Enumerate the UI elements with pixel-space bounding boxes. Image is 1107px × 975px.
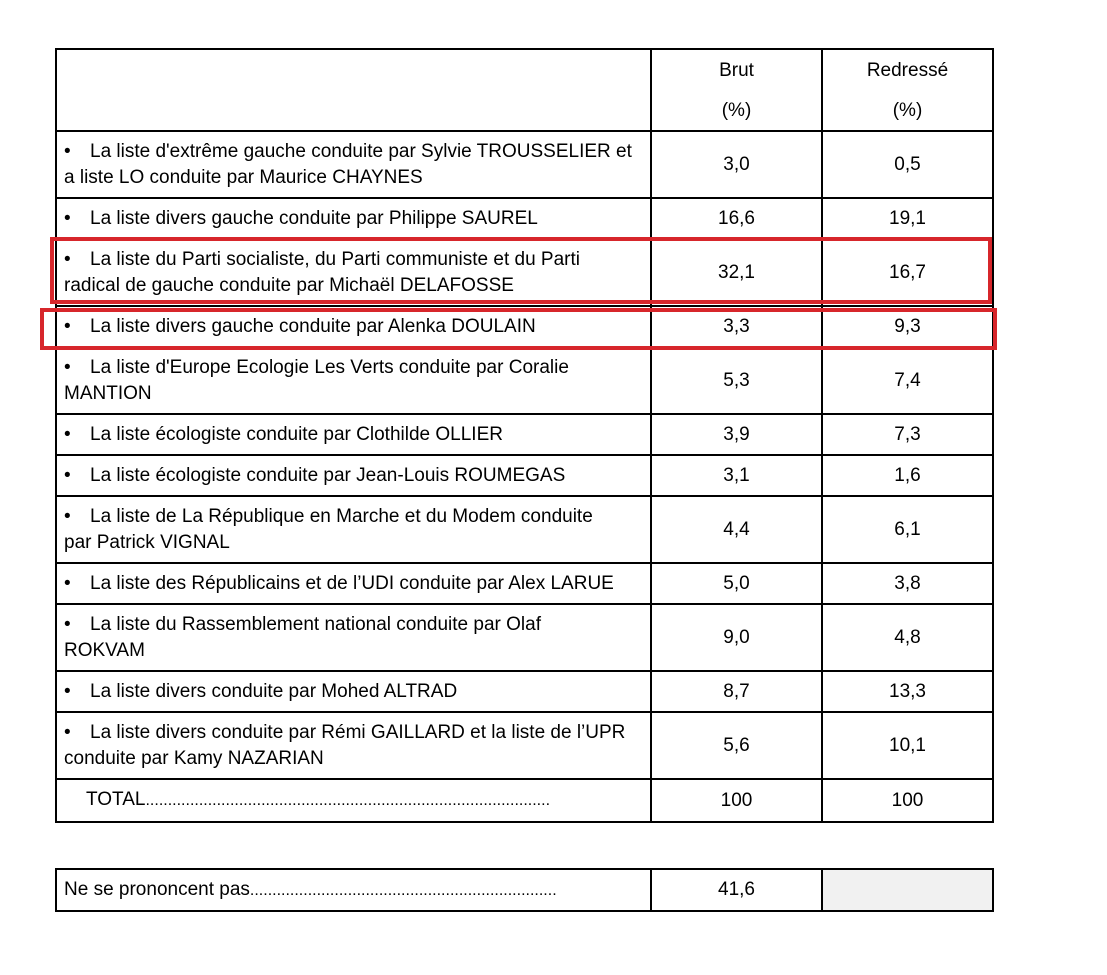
row-brut-value: 4,4 bbox=[651, 496, 822, 563]
row-redresse-value: 6,1 bbox=[822, 496, 993, 563]
row-label bbox=[56, 712, 651, 779]
row-redresse-value: 16,7 bbox=[822, 239, 993, 306]
row-brut-value: 32,1 bbox=[651, 239, 822, 306]
total-label-cell bbox=[56, 779, 651, 822]
row-label bbox=[56, 604, 651, 671]
header-redresse-unit: (%) bbox=[892, 100, 923, 121]
row-label bbox=[56, 496, 651, 563]
row-label bbox=[56, 131, 651, 198]
row-brut-value: 5,3 bbox=[651, 347, 822, 414]
row-label bbox=[56, 671, 651, 712]
row-redresse-value: 10,1 bbox=[822, 712, 993, 779]
total-redresse-value: 100 bbox=[822, 779, 993, 822]
row-label-line1: La liste divers gauche conduite par Philippe SAUREL bbox=[90, 207, 538, 229]
row-redresse-value: 9,3 bbox=[822, 306, 993, 347]
row-label-line2: conduite par Kamy NAZARIAN bbox=[64, 747, 324, 769]
row-brut-value: 3,3 bbox=[651, 306, 822, 347]
header-redresse-label: Redressé bbox=[866, 60, 949, 81]
no-opinion-redresse-value bbox=[822, 869, 993, 911]
row-brut-value: 5,6 bbox=[651, 712, 822, 779]
no-opinion-leader-dots: ..................................................................... bbox=[249, 881, 557, 899]
table-row bbox=[56, 347, 993, 414]
row-label-line1: La liste d'Europe Ecologie Les Verts conduite par Coralie bbox=[90, 356, 569, 378]
table-row bbox=[56, 131, 993, 198]
row-label-line2: MANTION bbox=[64, 382, 152, 404]
row-label-line2: par Patrick VIGNAL bbox=[64, 531, 230, 553]
table-row bbox=[56, 198, 993, 239]
total-leader-dots: ........................................................................................... bbox=[145, 792, 551, 809]
header-brut-label: Brut bbox=[719, 60, 754, 81]
row-label-line1: La liste du Rassemblement national conduite par Olaf bbox=[90, 613, 541, 635]
table-row bbox=[56, 563, 993, 604]
row-label-line2: ROKVAM bbox=[64, 639, 145, 661]
row-label-line1: La liste écologiste conduite par Jean-Louis ROUMEGAS bbox=[90, 464, 566, 486]
row-label-line1: La liste divers gauche conduite par Alenka DOULAIN bbox=[90, 315, 536, 337]
row-redresse-value: 7,4 bbox=[822, 347, 993, 414]
total-brut-value: 100 bbox=[651, 779, 822, 822]
table-row bbox=[56, 414, 993, 455]
row-label-line2: radical de gauche conduite par Michaël DELAFOSSE bbox=[64, 274, 514, 296]
table-row bbox=[56, 239, 993, 306]
total-row bbox=[56, 779, 993, 822]
table-row bbox=[56, 306, 993, 347]
header-brut bbox=[651, 49, 822, 131]
no-opinion-table bbox=[55, 868, 994, 912]
bullet-icon: • bbox=[64, 207, 71, 229]
row-brut-value: 3,9 bbox=[651, 414, 822, 455]
row-redresse-value: 1,6 bbox=[822, 455, 993, 496]
row-brut-value: 16,6 bbox=[651, 198, 822, 239]
row-brut-value: 3,1 bbox=[651, 455, 822, 496]
bullet-icon: • bbox=[64, 248, 71, 270]
row-label bbox=[56, 563, 651, 604]
row-label bbox=[56, 347, 651, 414]
row-label-line2: a liste LO conduite par Maurice CHAYNES bbox=[64, 166, 423, 188]
row-label bbox=[56, 306, 651, 347]
table-row bbox=[56, 496, 993, 563]
row-redresse-value: 7,3 bbox=[822, 414, 993, 455]
row-brut-value: 3,0 bbox=[651, 131, 822, 198]
table-row bbox=[56, 455, 993, 496]
row-label-line1: La liste divers conduite par Mohed ALTRAD bbox=[90, 680, 458, 702]
row-brut-value: 9,0 bbox=[651, 604, 822, 671]
no-opinion-label: Ne se prononcent pas bbox=[64, 878, 250, 900]
total-label: TOTAL bbox=[86, 789, 146, 810]
bullet-icon: • bbox=[64, 721, 71, 743]
header-redresse bbox=[822, 49, 993, 131]
row-brut-value: 8,7 bbox=[651, 671, 822, 712]
row-label-line1: La liste du Parti socialiste, du Parti communiste et du Parti bbox=[90, 248, 581, 270]
bullet-icon: • bbox=[64, 505, 71, 527]
row-label-line1: La liste divers conduite par Rémi GAILLARD et la liste de l’UPR bbox=[90, 721, 626, 743]
table-header-row bbox=[56, 49, 993, 131]
no-opinion-brut-value: 41,6 bbox=[651, 869, 822, 911]
row-brut-value: 5,0 bbox=[651, 563, 822, 604]
bullet-icon: • bbox=[64, 613, 71, 635]
bullet-icon: • bbox=[64, 356, 71, 378]
row-label-line1: La liste des Républicains et de l’UDI conduite par Alex LARUE bbox=[90, 572, 614, 594]
header-empty-cell bbox=[56, 49, 651, 131]
bullet-icon: • bbox=[64, 423, 71, 445]
row-label bbox=[56, 455, 651, 496]
no-opinion-row bbox=[56, 869, 993, 911]
row-redresse-value: 3,8 bbox=[822, 563, 993, 604]
row-redresse-value: 13,3 bbox=[822, 671, 993, 712]
bullet-icon: • bbox=[64, 140, 71, 162]
table-row bbox=[56, 712, 993, 779]
row-redresse-value: 4,8 bbox=[822, 604, 993, 671]
row-label bbox=[56, 239, 651, 306]
bullet-icon: • bbox=[64, 464, 71, 486]
row-label-line1: La liste d'extrême gauche conduite par Sylvie TROUSSELIER et bbox=[90, 140, 632, 162]
row-label bbox=[56, 414, 651, 455]
bullet-icon: • bbox=[64, 315, 71, 337]
row-label-line1: La liste écologiste conduite par Clothilde OLLIER bbox=[90, 423, 503, 445]
bullet-icon: • bbox=[64, 572, 71, 594]
row-label-line1: La liste de La République en Marche et du Modem conduite bbox=[90, 505, 593, 527]
header-brut-unit: (%) bbox=[721, 100, 752, 121]
table-row bbox=[56, 671, 993, 712]
table-row bbox=[56, 604, 993, 671]
no-opinion-label-cell bbox=[56, 869, 651, 911]
bullet-icon: • bbox=[64, 680, 71, 702]
row-redresse-value: 0,5 bbox=[822, 131, 993, 198]
row-label bbox=[56, 198, 651, 239]
row-redresse-value: 19,1 bbox=[822, 198, 993, 239]
poll-results-table bbox=[55, 48, 994, 823]
